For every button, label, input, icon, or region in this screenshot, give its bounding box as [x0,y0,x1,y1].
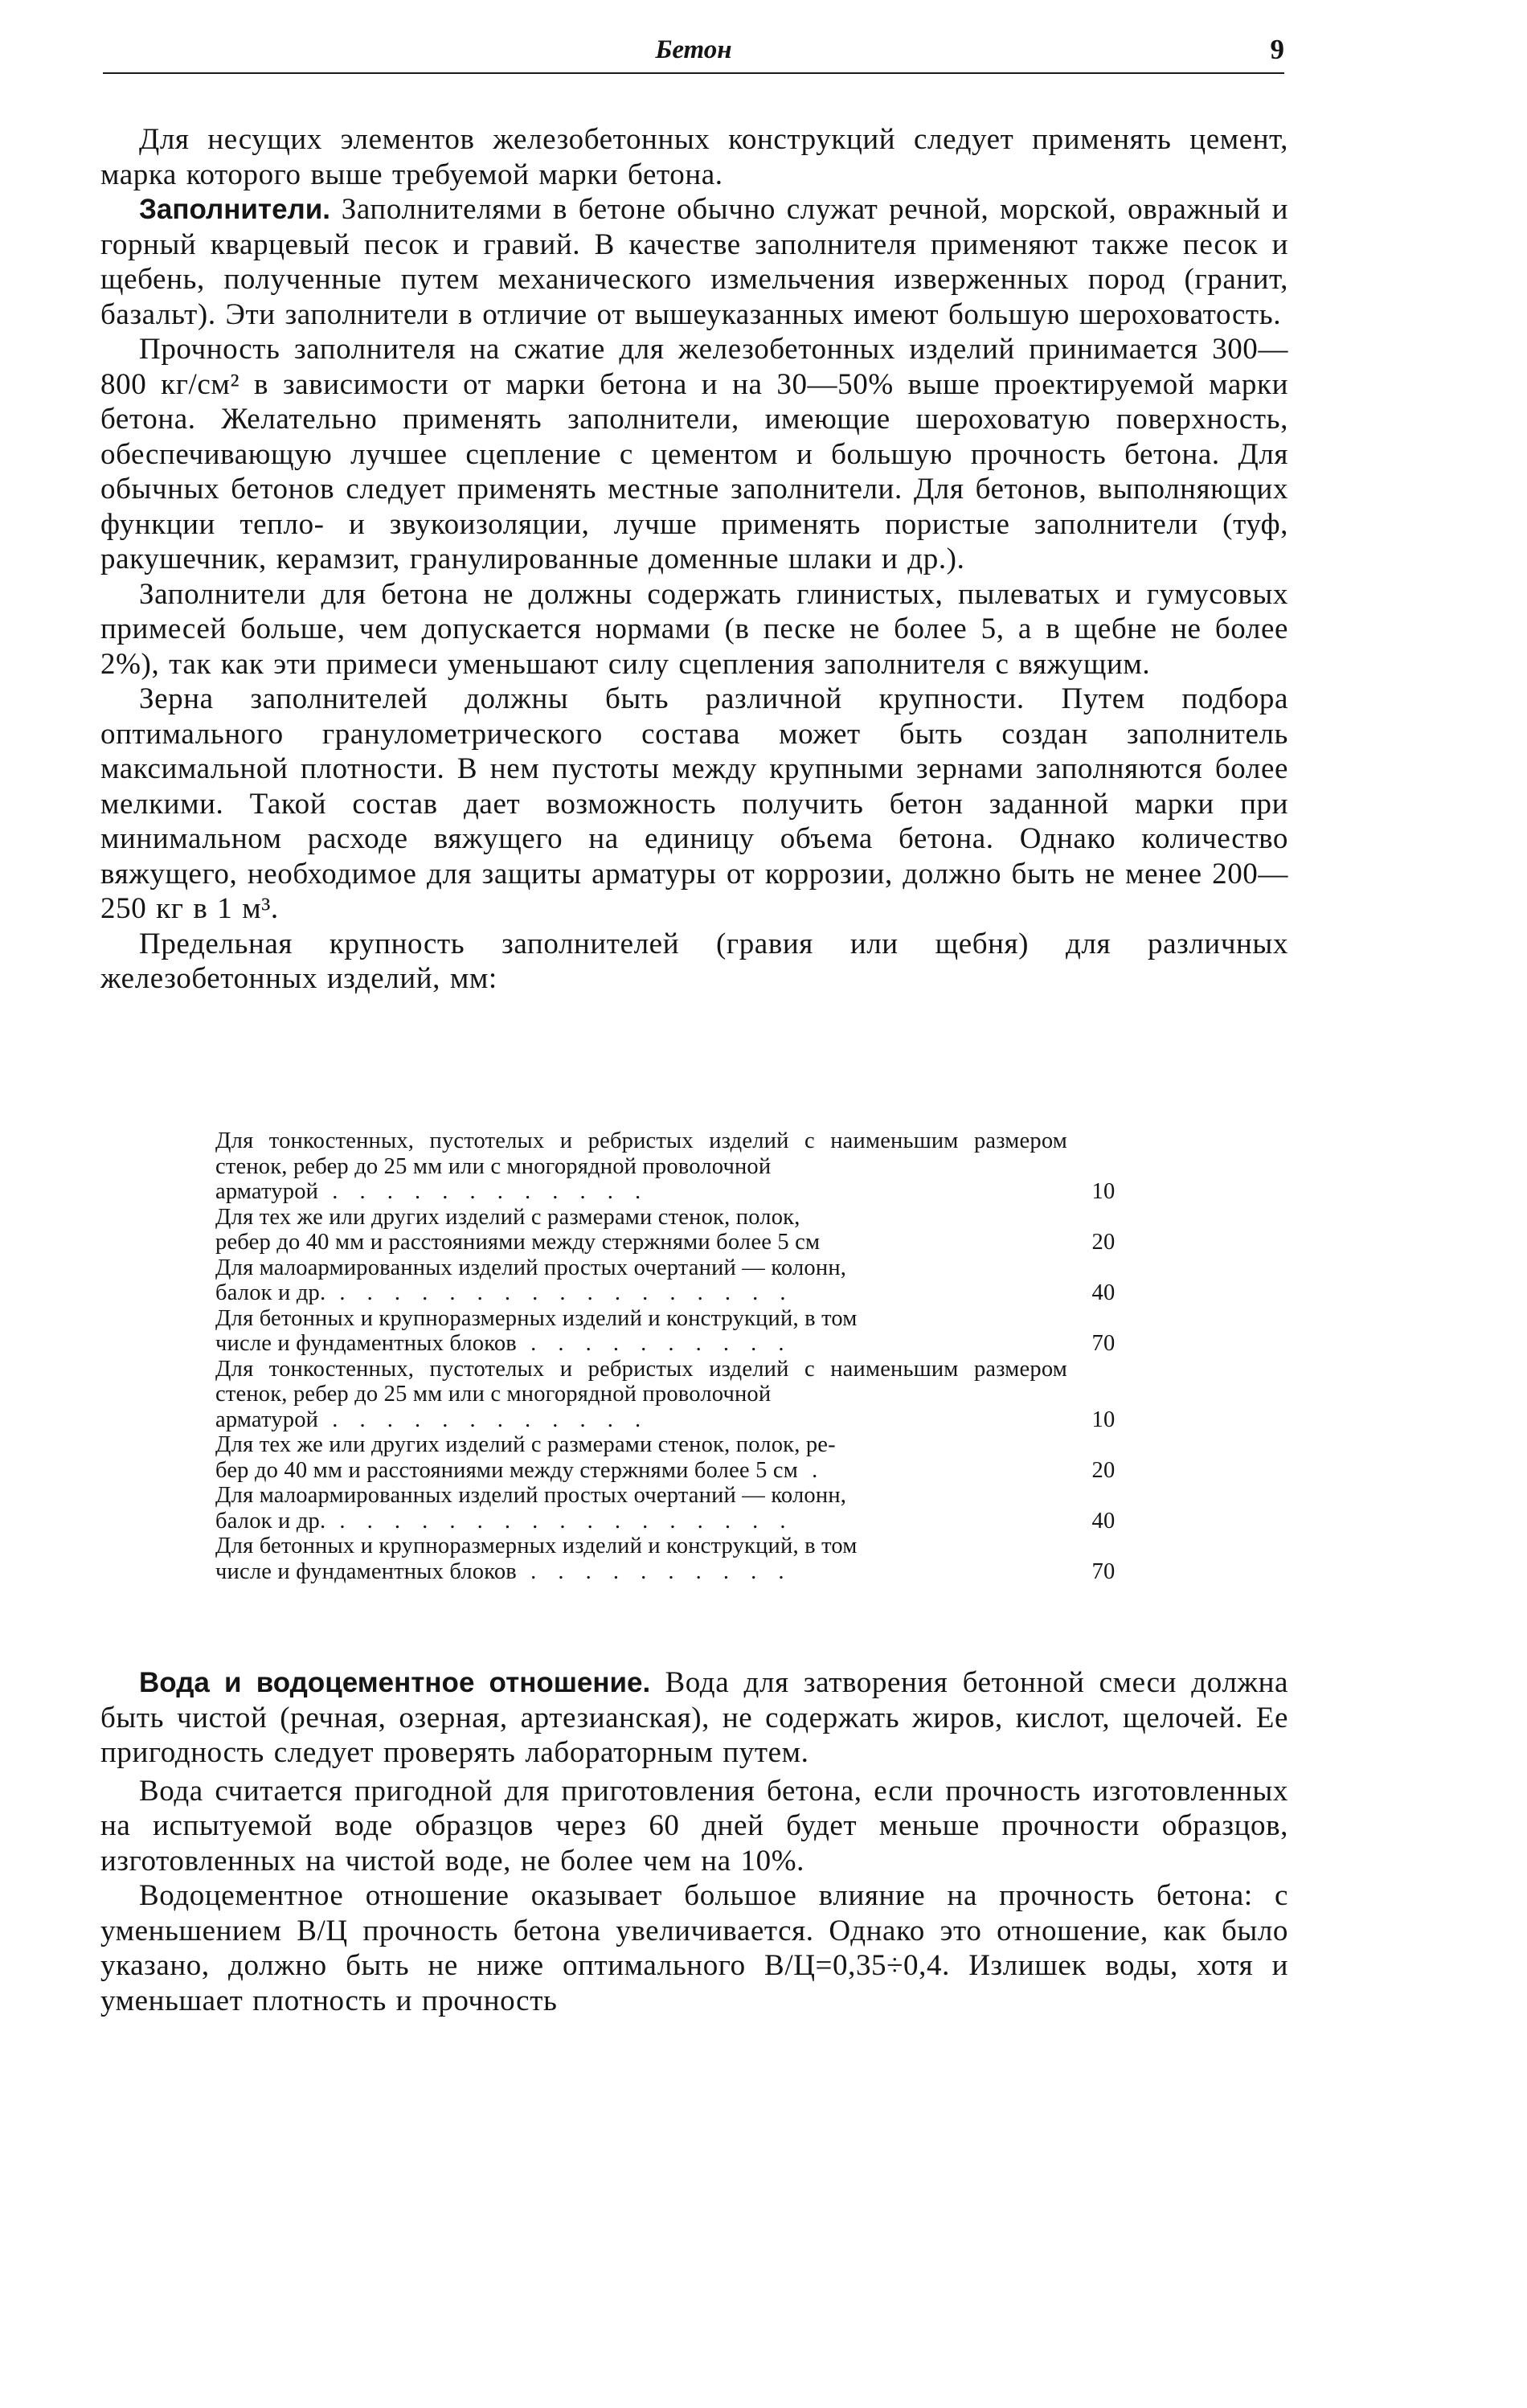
list-item: Для тонкостенных, пустотелых и ребристых изделий с наименьшим размером стенок, ребер до 25 мм или с многорядной проволочной арматурой . . . . . . . . . . . . 10 [215,1128,1164,1205]
list-value: 10 [1091,1179,1116,1204]
header-title: Бетон [655,35,732,64]
list-value: 10 [1091,1407,1116,1432]
paragraph-heading: Заполнители. [139,194,331,225]
list-value: 70 [1091,1331,1116,1356]
paragraph: Для несущих элементов железобетонных конструкций следует применять цемент, марка которого выше требуемой марки бетона. [100,123,1288,191]
paragraph: Водоцементное отношение оказывает большое влияние на прочность бетона: с уменьшением В/Ц прочность бетона увеличивается. Однако это отношение, как было указано, должно быть не ниже оптимального В/Ц=0,35÷0,4. Излишек воды, хотя и уменьшает плотность и прочность [100,1879,1288,2017]
running-header [103,32,1284,74]
list-item: Для бетонных и крупноразмерных изделий и конструкций, в том числе и фундаментных блоков . . . . . . . . . . 70 [215,1534,1164,1584]
list-item: Для тех же или других изделий с размерами стенок, полок, ребер до 40 мм и расстояниями между стержнями более 5 см 20 [215,1205,1164,1255]
header-rule [103,72,1284,74]
list-value: 20 [1091,1457,1116,1483]
list-value: 40 [1091,1508,1116,1534]
paragraph: Вода и водоцементное отношение. Вода для затворения бетонной смеси должна быть чистой (речная, озерная, артезианская), не содержать жиров, кислот, щелочей. Ее пригодность следует проверять лабораторным путем. [100,1666,1288,1769]
paragraph: Прочность заполнителя на сжатие для железобетонных изделий принимается 300—800 кг/см² в зависимости от марки бетона и на 30—50% выше проектируемой марки бетона. Желательно применять заполнители, имеющие шероховатую поверхность, обеспечивающую лучшее сцепление с цементом и большую прочность бетона. Для обычных бетонов следует применять местные заполнители. Для бетонов, выполняющих функции тепло- и звукоизоляции, лучше применять пористые заполнители (туф, ракушечник, керамзит, гранулированные доменные шлаки и др.). [100,333,1288,575]
list-item: Для малоармированных изделий простых очертаний — колонн, балок и др. . . . . . . . . . . . . . . . . . 40 [215,1255,1164,1306]
list-item: Для тех же или других изделий с размерами стенок, полок, ре- бер до 40 мм и расстояниями между стержнями более 5 см . 20 [215,1432,1164,1483]
paragraph-heading: Вода и водоцементное отношение. [139,1667,651,1698]
list-item: Для бетонных и крупноразмерных изделий и конструкций, в том числе и фундаментных блоков . . . . . . . . . . 70 [215,1306,1164,1357]
paragraph: Зерна заполнителей должны быть различной крупности. Путем подбора оптимального гранулометрического состава может быть создан заполнитель максимальной плотности. В нем пустоты между крупными зернами заполняются более мелкими. Такой состав дает возможность получить бетон заданной марки при минимальном расходе вяжущего на единицу объема бетона. Однако количество вяжущего, необходимое для защиты арматуры от коррозии, должно быть не менее 200—250 кг в 1 м³. [100,682,1288,925]
body-text [100,122,1288,997]
list-value: 20 [1091,1230,1116,1255]
list-value: 70 [1091,1558,1116,1584]
page-number: 9 [1270,34,1284,65]
body-text-continued [100,1665,1288,2018]
paragraph: Заполнители для бетона не должны содержать глинистых, пылеватых и гумусовых примесей больше, чем допускается нормами (в песке не более 5, а в щебне не более 2%), так как эти примеси уменьшают силу сцепления заполнителя с вяжущим. [100,577,1288,681]
paragraph: Заполнители. Заполнителями в бетоне обычно служат речной, морской, овражный и горный кварцевый песок и гравий. В качестве заполнителя применяют также песок и щебень, полученные путем механического измельчения изверженных пород (гранит, базальт). Эти заполнители в отличие от вышеуказанных имеют большую шероховатость. [100,193,1288,331]
list-item: Для малоармированных изделий простых очертаний — колонн, балок и др. . . . . . . . . . . . . . . . . . 40 [215,1483,1164,1534]
list-item: Для тонкостенных, пустотелых и ребристых изделий с наименьшим размером стенок, ребер до 25 мм или с многорядной проволочной арматурой . . . . . . . . . . . . 10 [215,1357,1164,1433]
list-value: 40 [1091,1280,1116,1305]
paragraph: Вода считается пригодной для приготовления бетона, если прочность изготовленных на испытуемой воде образцов через 60 дней будет меньше прочности образцов, изготовленных на чистой воде, не более чем на 10%. [100,1774,1288,1878]
aggregate-size-list [215,1128,1164,1584]
paragraph: Предельная крупность заполнителей (гравия или щебня) для различных железобетонных изделий, мм: [100,927,1288,995]
